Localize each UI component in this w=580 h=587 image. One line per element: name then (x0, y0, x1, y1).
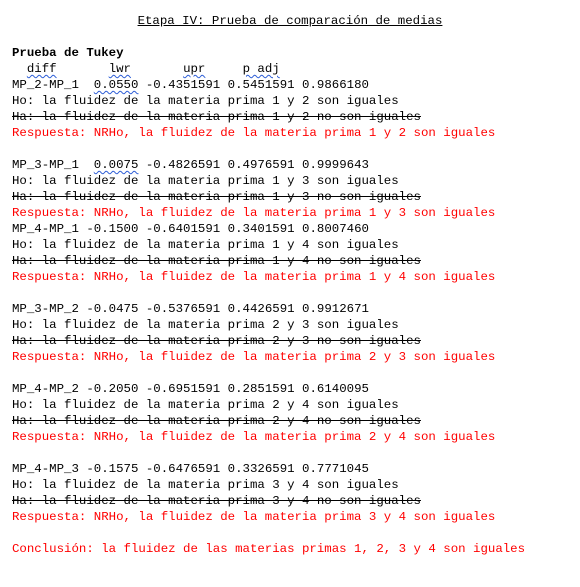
comparison-row (12, 461, 578, 477)
comparison-label: MP_4-MP_2 (12, 382, 79, 396)
comparison-lwr: -0.4351591 (145, 78, 221, 92)
null-hypothesis: Ho: la fluidez de la materia prima 1 y 4 son iguales (12, 238, 399, 252)
comparison-p-adj: 0.7771045 (302, 462, 369, 476)
comparison-p-adj: 0.9912671 (302, 302, 369, 316)
conclusion-text: Conclusión: la fluidez de las materias primas 1, 2, 3 y 4 son iguales (12, 542, 526, 556)
comparison-diff: 0.0550 (93, 78, 139, 92)
comparison-diff: -0.2050 (86, 382, 139, 396)
comparison-label: MP_3-MP_2 (12, 302, 79, 316)
document-body (12, 45, 578, 557)
comparison-diff: -0.1575 (86, 462, 139, 476)
comparison-p-adj: 0.9866180 (302, 78, 369, 92)
alternative-hypothesis: Ha: la fluidez de la materia prima 2 y 3 no son iguales (12, 334, 421, 348)
spacer (12, 365, 578, 381)
comparison-lwr: -0.4826591 (145, 158, 221, 172)
answer-text: Respuesta: NRHo, la fluidez de la materia prima 3 y 4 son iguales (12, 510, 496, 524)
comparison-diff: -0.1500 (86, 222, 139, 236)
answer-text: Respuesta: NRHo, la fluidez de la materia prima 2 y 3 son iguales (12, 350, 496, 364)
comparison-upr: 0.3326591 (227, 462, 295, 476)
column-header-lwr: lwr (108, 62, 131, 76)
column-header-row (12, 61, 578, 77)
comparison-diff: -0.0475 (86, 302, 139, 316)
comparison-p-adj: 0.6140095 (302, 382, 369, 396)
comparison-upr: 0.4976591 (227, 158, 295, 172)
comparison-upr: 0.4426591 (227, 302, 295, 316)
answer-text: Respuesta: NRHo, la fluidez de la materia prima 1 y 4 son iguales (12, 270, 496, 284)
column-header-diff: diff (26, 62, 57, 76)
null-hypothesis: Ho: la fluidez de la materia prima 2 y 3 son iguales (12, 318, 399, 332)
comparison-label: MP_4-MP_1 (12, 222, 79, 236)
comparison-upr: 0.3401591 (227, 222, 295, 236)
column-header-upr: upr (183, 62, 206, 76)
answer-text: Respuesta: NRHo, la fluidez de la materia prima 2 y 4 son iguales (12, 430, 496, 444)
page-title: Etapa IV: Prueba de comparación de medias (137, 14, 443, 28)
comparison-row (12, 301, 578, 317)
alternative-hypothesis: Ha: la fluidez de la materia prima 1 y 3 no son iguales (12, 190, 421, 204)
section-heading: Prueba de Tukey (12, 46, 124, 60)
comparison-diff: 0.0075 (93, 158, 139, 172)
alternative-hypothesis: Ha: la fluidez de la materia prima 3 y 4 no son iguales (12, 494, 421, 508)
spacer (12, 141, 578, 157)
column-header-p-adj: p adj (242, 62, 280, 76)
answer-text: Respuesta: NRHo, la fluidez de la materia prima 1 y 3 son iguales (12, 206, 496, 220)
comparison-label: MP_2-MP_1 (12, 78, 79, 92)
spacer (12, 285, 578, 301)
comparison-label: MP_3-MP_1 (12, 158, 79, 172)
null-hypothesis: Ho: la fluidez de la materia prima 3 y 4 son iguales (12, 478, 399, 492)
answer-text: Respuesta: NRHo, la fluidez de la materia prima 1 y 2 son iguales (12, 126, 496, 140)
comparison-row (12, 221, 578, 237)
null-hypothesis: Ho: la fluidez de la materia prima 1 y 3 son iguales (12, 174, 399, 188)
alternative-hypothesis: Ha: la fluidez de la materia prima 1 y 4 no son iguales (12, 254, 421, 268)
comparison-lwr: -0.6951591 (145, 382, 221, 396)
comparison-upr: 0.2851591 (227, 382, 295, 396)
alternative-hypothesis: Ha: la fluidez de la materia prima 2 y 4 no son iguales (12, 414, 421, 428)
spacer (12, 445, 578, 461)
comparison-lwr: -0.6476591 (145, 462, 221, 476)
spacer (12, 525, 578, 541)
comparison-row (12, 381, 578, 397)
null-hypothesis: Ho: la fluidez de la materia prima 2 y 4 son iguales (12, 398, 399, 412)
comparison-row (12, 77, 578, 93)
comparison-upr: 0.5451591 (227, 78, 295, 92)
comparison-lwr: -0.5376591 (145, 302, 221, 316)
comparison-lwr: -0.6401591 (145, 222, 221, 236)
comparison-row (12, 157, 578, 173)
comparison-label: MP_4-MP_3 (12, 462, 79, 476)
null-hypothesis: Ho: la fluidez de la materia prima 1 y 2 son iguales (12, 94, 399, 108)
comparison-p-adj: 0.9999643 (302, 158, 369, 172)
alternative-hypothesis: Ha: la fluidez de la materia prima 1 y 2 no son iguales (12, 110, 421, 124)
comparison-p-adj: 0.8007460 (302, 222, 369, 236)
